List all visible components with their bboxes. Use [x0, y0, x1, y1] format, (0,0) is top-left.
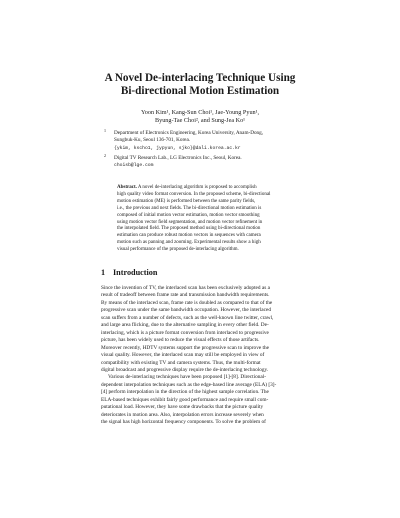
- body-line: dependent interpolation techniques such as the edge-based line average (ELA) [3]-: [101, 381, 277, 388]
- abstract-line: visual performance of the proposed de-interlacing algorithm.: [117, 247, 239, 253]
- body-line: and large area flicking, due to the alternative sampling in every other field. De-: [101, 322, 269, 329]
- body-line: ELA-based techniques exhibit fairly good performance and require small com-: [101, 396, 269, 403]
- section-title: Introduction: [113, 268, 158, 277]
- abstract-line: motion such as panning and zooming. Experimental results show a high: [117, 240, 261, 246]
- affiliations: [104, 127, 324, 169]
- affiliation-mark: 1: [104, 128, 106, 133]
- abstract-line: i.e., the previous and next fields. The bi-directional motion estimation is: [117, 205, 262, 211]
- body-line: By means of the interlaced scan, frame rate is doubled as compared to that of the: [101, 299, 273, 306]
- body-line: progressive scan under the same bandwidth occupation. However, the interlaced: [101, 307, 271, 314]
- abstract-line: composed of initial motion vector estimation, motion vector smoothing: [117, 212, 260, 218]
- body-line: interlacing, which is a picture format conversion from interlaced to progressive: [101, 329, 269, 336]
- body-line: Various de-interlacing techniques have been proposed [1]-[8]. Directional-: [108, 374, 266, 381]
- abstract-line: high quality video format conversion. In the proposed scheme, bi-directional: [117, 191, 271, 197]
- body-line: visual quality. However, the interlaced scan may still be employed in view of: [101, 352, 265, 359]
- abstract-line: estimation can produce robust motion vectors in sequences with camera: [117, 233, 261, 239]
- body-line: scan suffers from a number of defects, such as the well-known line twitter, crawl,: [101, 314, 274, 321]
- affiliation-line: Sungbuk-Ku, Seoul 136-701, Korea.: [114, 137, 191, 144]
- author-list: [50, 109, 350, 125]
- title-line: A Novel De-interlacing Technique Using: [104, 72, 296, 84]
- title-line: Bi-directional Motion Estimation: [120, 85, 280, 97]
- body-line: result of tradeoff between frame rate and transmission bandwidth requirements.: [101, 292, 270, 299]
- abstract-line: A novel de-interlacing algorithm is proposed to accomplish: [137, 185, 257, 190]
- body-line: putational load. However, they have some drawbacks that the picture quality: [101, 404, 264, 411]
- body-line: digital broadcast and progressive display require the de-interlacing technology.: [101, 366, 269, 373]
- affiliation-line: Digital TV Research Lab., LG Electronics Inc., Seoul, Korea.: [114, 154, 242, 161]
- abstract-label: Abstract.: [117, 185, 137, 190]
- section-number: 1: [101, 268, 106, 277]
- body-line: the signal has high horizontal frequency components. To solve the problem of: [101, 419, 266, 426]
- email-list: {ykim, kscho1, jypyun, sjko}@dali.korea.ac.kr: [114, 145, 241, 151]
- body-line: Since the invention of TV, the interlaced scan has been exclusively adopted as a: [101, 285, 270, 291]
- abstract-line: motion estimation (ME) is performed between the same parity fields,: [117, 198, 256, 204]
- affiliation-mark: 2: [104, 152, 106, 158]
- body-line: picture, has been widely used to reduce the visual effects of those artifacts.: [101, 337, 260, 344]
- body-line: deteriorates in motion area. Also, interpolation errors increase severely when: [101, 411, 264, 418]
- abstract-line: using motion vector field segmentation, and motion vector refinement in: [117, 219, 263, 225]
- body-line: Moreover recently, HDTV systems support the progressive scan to improve the: [101, 344, 269, 351]
- body-line: compatibility with existing TV and camera systems. Thus, the multi-format: [101, 359, 261, 366]
- abstract-line: the interpolated field. The proposed method using bi-directional motion: [117, 226, 261, 232]
- body-text: [101, 285, 302, 427]
- paper-title: [60, 72, 340, 98]
- authors-line: Byung-Tae Choi², and Sung-Jea Ko¹: [154, 117, 246, 124]
- abstract: [117, 185, 287, 254]
- affiliation-line: Department of Electronics Engineering, Korea University, Anam-Dong,: [114, 130, 264, 136]
- body-line: [4] perform interpolation in the direction of the highest sample correlation. The: [101, 389, 269, 396]
- authors-line: Yoon Kim¹, Kang-Sun Choi¹, Jae-Young Pyun¹,: [140, 109, 260, 116]
- email-list: choisb@lge.com: [114, 163, 154, 169]
- section-heading: [101, 268, 301, 278]
